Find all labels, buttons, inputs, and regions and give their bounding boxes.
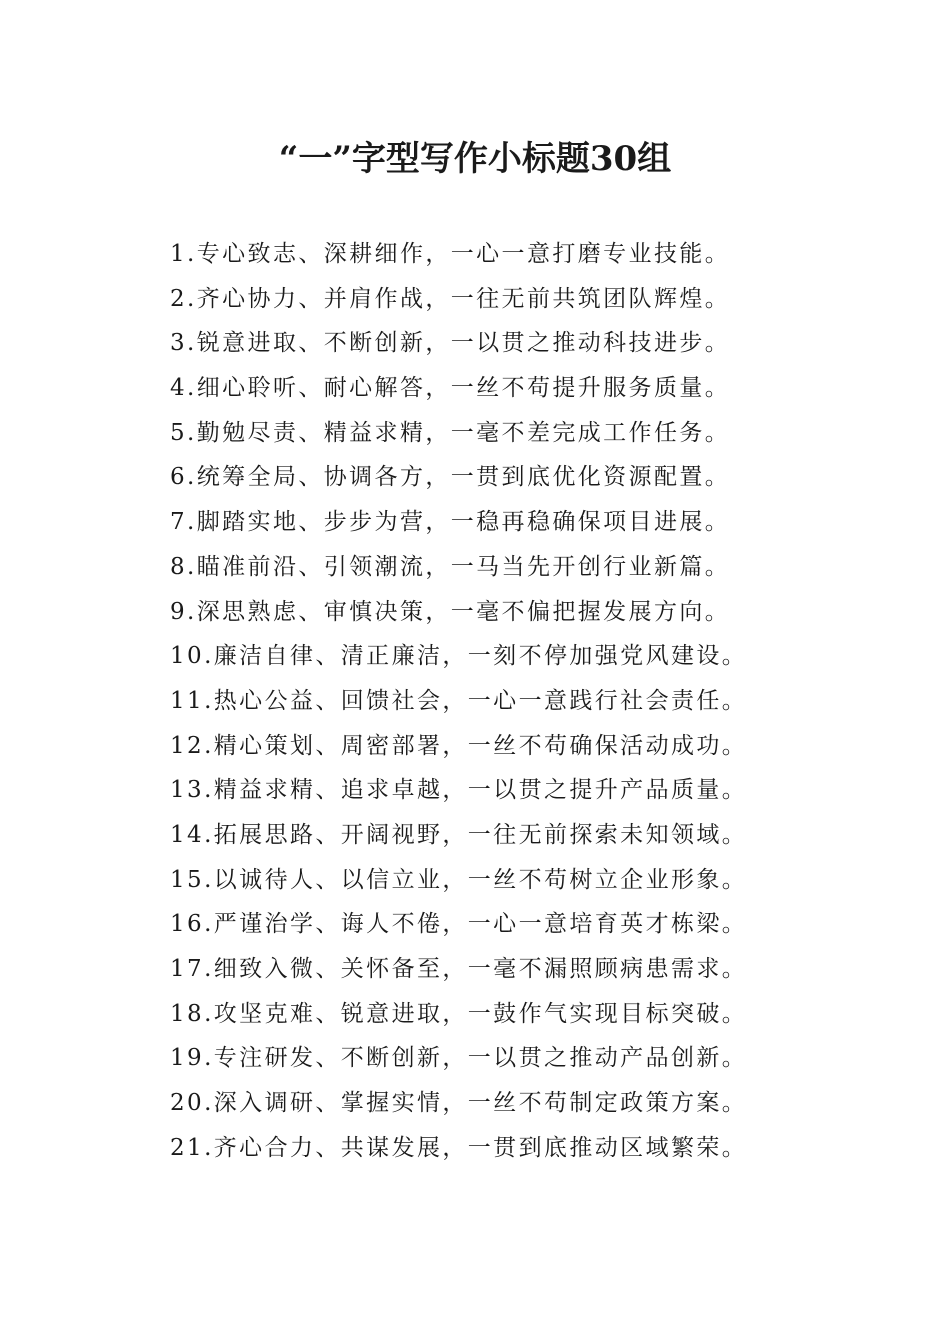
- list-item: 19.专注研发、不断创新，一以贯之推动产品创新。: [170, 1045, 748, 1072]
- list-item: 16.严谨治学、诲人不倦，一心一意培育英才栋梁。: [170, 911, 748, 938]
- list-item: 8.瞄准前沿、引领潮流，一马当先开创行业新篇。: [170, 553, 731, 580]
- document-title: “一”字型写作小标题30组: [278, 139, 672, 179]
- list-item: 5.勤勉尽责、精益求精，一毫不差完成工作任务。: [170, 419, 731, 446]
- list-item: 6.统筹全局、协调各方，一贯到底优化资源配置。: [170, 464, 731, 491]
- list-item: 12.精心策划、周密部署，一丝不苟确保活动成功。: [170, 732, 748, 759]
- list-item: 7.脚踏实地、步步为营，一稳再稳确保项目进展。: [170, 509, 731, 536]
- list-item: 17.细致入微、关怀备至，一毫不漏照顾病患需求。: [170, 956, 748, 982]
- list-item: 3.锐意进取、不断创新，一以贯之推动科技进步。: [170, 330, 731, 357]
- list-item: 11.热心公益、回馈社会，一心一意践行社会责任。: [170, 687, 748, 714]
- list-item: 2.齐心协力、并肩作战，一往无前共筑团队辉煌。: [170, 285, 731, 312]
- list-item: 21.齐心合力、共谋发展，一贯到底推动区域繁荣。: [170, 1134, 748, 1161]
- list-item: 15.以诚待人、以信立业，一丝不苟树立企业形象。: [170, 866, 748, 893]
- list-item: 10.廉洁自律、清正廉洁，一刻不停加强党风建设。: [170, 643, 748, 670]
- list-item: 4.细心聆听、耐心解答，一丝不苟提升服务质量。: [170, 375, 731, 402]
- heading-list: [170, 232, 910, 1170]
- list-item: 13.精益求精、追求卓越，一以贯之提升产品质量。: [170, 777, 748, 804]
- list-item: 14.拓展思路、开阔视野，一往无前探索未知领域。: [170, 821, 748, 848]
- list-item: 1.专心致志、深耕细作，一心一意打磨专业技能。: [170, 241, 731, 267]
- list-item: 9.深思熟虑、审慎决策，一毫不偏把握发展方向。: [170, 598, 731, 625]
- list-item: 20.深入调研、掌握实情，一丝不苟制定政策方案。: [170, 1090, 748, 1117]
- list-item: 18.攻坚克难、锐意进取，一鼓作气实现目标突破。: [170, 1000, 748, 1027]
